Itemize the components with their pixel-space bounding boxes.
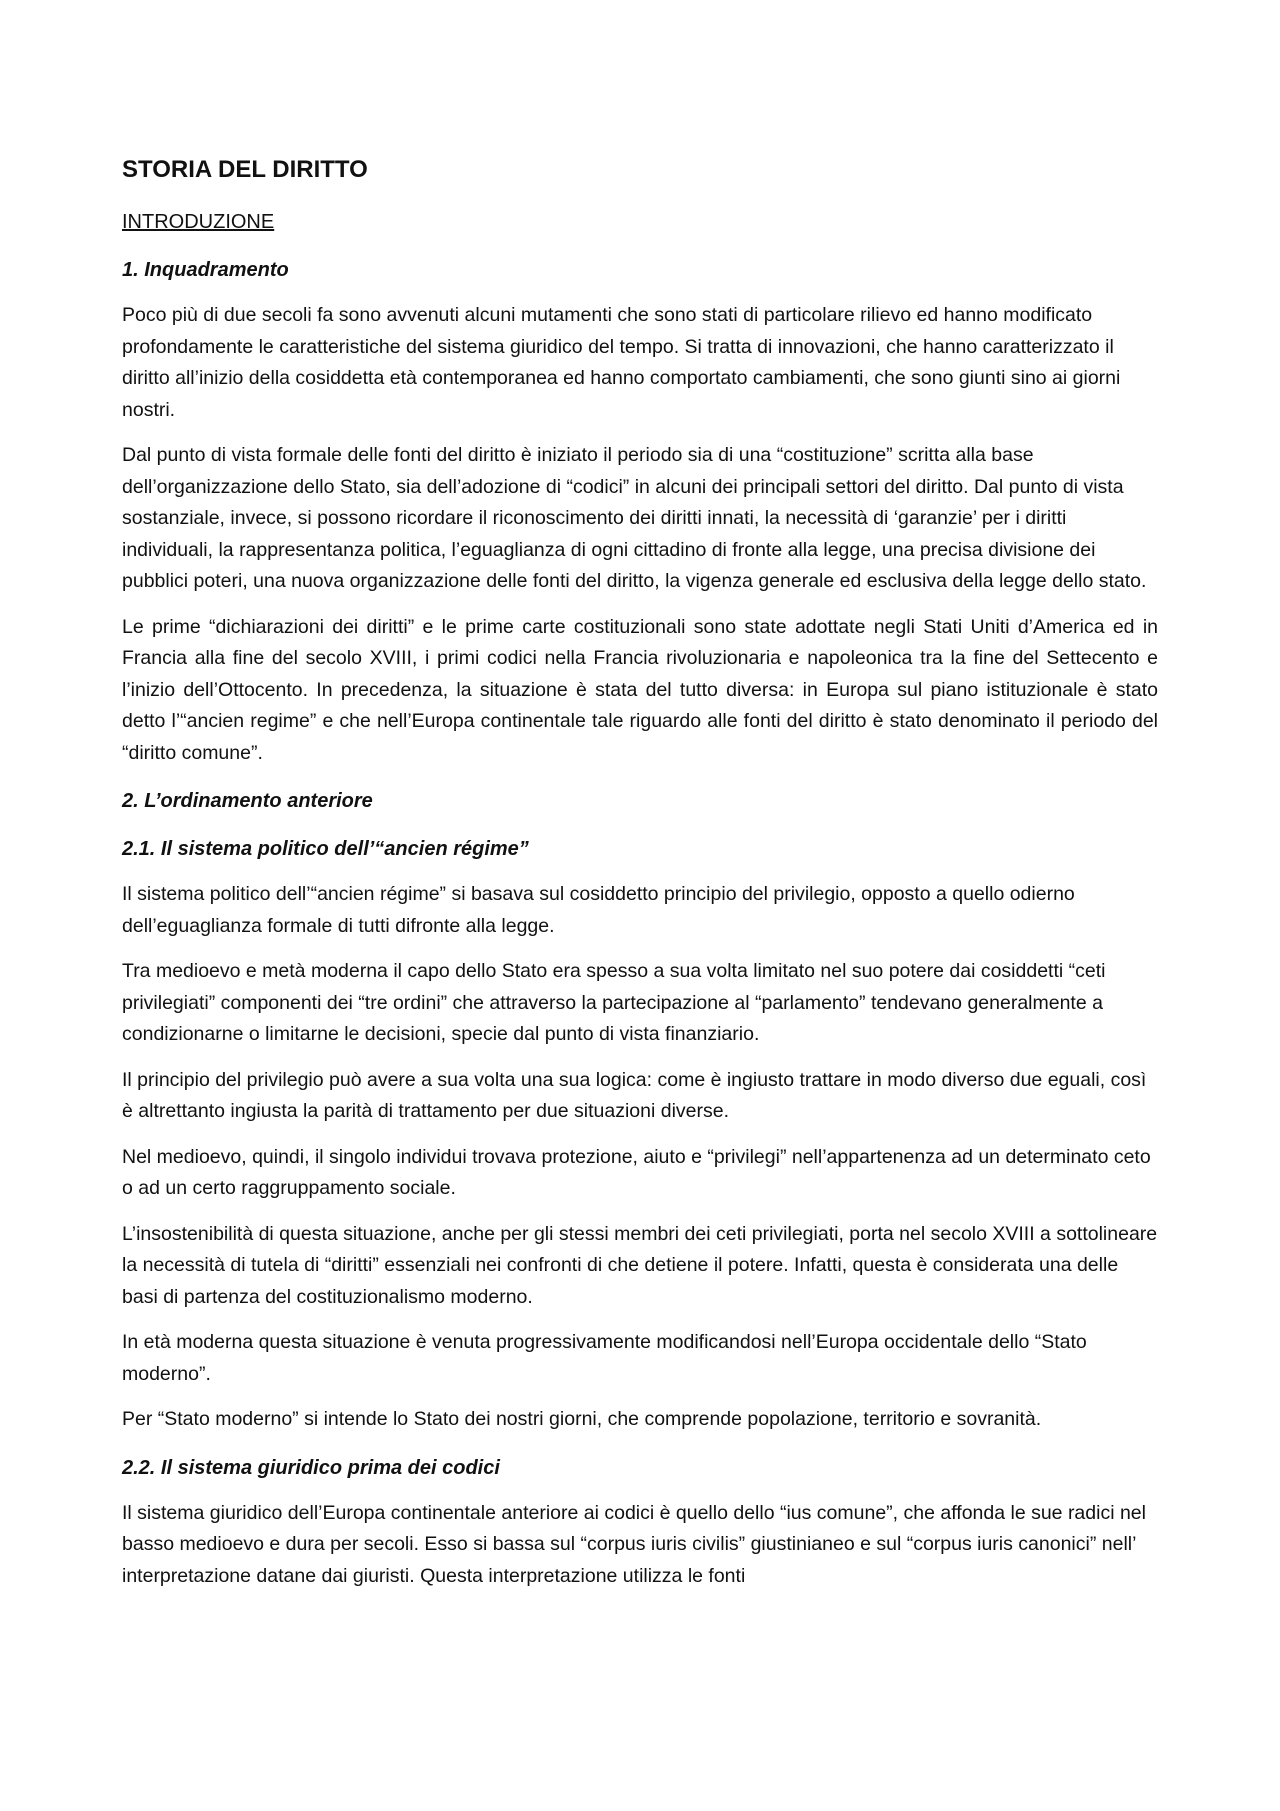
document-title: STORIA DEL DIRITTO (122, 156, 368, 183)
heading-inquadramento: 1. Inquadramento (122, 259, 289, 281)
paragraph: Nel medioevo, quindi, il singolo individui trovava protezione, aiuto e “privilegi” nell’appartenenza ad un determinato ceto o ad un certo raggruppamento sociale. (122, 1145, 1151, 1199)
heading-sistema-politico: 2.1. Il sistema politico dell’“ancien régime” (122, 838, 529, 860)
paragraph: Poco più di due secoli fa sono avvenuti alcuni mutamenti che sono stati di particolare rilievo ed hanno modificato profondamente le caratteristiche del sistema giuridico del tempo. Si tratta di innovazioni, che hanno caratterizzato il diritto all’inizio della cosiddetta età contemporanea ed hanno comportato cambiamenti, che sono giunti sino ai giorni nostri. (122, 304, 1121, 421)
paragraph: Il sistema politico dell’“ancien régime” si basava sul cosiddetto principio del privilegio, opposto a quello odierno dell’eguaglianza formale di tutti difronte alla legge. (122, 883, 1075, 937)
paragraph: L’insostenibilità di questa situazione, anche per gli stessi membri dei ceti privilegiati, porta nel secolo XVIII a sottolineare la necessità di tutela di “diritti” essenziali nei confronti di che detiene il potere. Infatti, questa è considerata una delle basi di partenza del costituzionalismo moderno. (122, 1222, 1158, 1308)
paragraph: Le prime “dichiarazioni dei diritti” e le prime carte costituzionali sono state adottate negli Stati Uniti d’America ed in Francia alla fine del secolo XVIII, i primi codici nella Francia rivoluzionaria e napoleonica tra la fine del Settecento e l’inizio dell’Ottocento. In precedenza, la situazione è stata del tutto diversa: in Europa sul piano istituzionale è stato detto l’“ancien regime” e che nell’Europa continentale tale riguardo alle fonti del diritto è stato denominato il periodo del “diritto comune”. (122, 615, 1158, 764)
paragraph: Per “Stato moderno” si intende lo Stato dei nostri giorni, che comprende popolazione, territorio e sovranità. (122, 1408, 1042, 1430)
paragraph: Dal punto di vista formale delle fonti del diritto è iniziato il periodo sia di una “costituzione” scritta alla base dell’organizzazione dello Stato, sia dell’adozione di “codici” in alcuni dei principali settori del diritto. Dal punto di vista sostanziale, invece, si possono ricordare il riconoscimento dei diritti innati, la necessità di ‘garanzie’ per i diritti individuali, la rappresentanza politica, l’eguaglianza di ogni cittadino di fronte alla legge, una precisa divisione dei pubblici poteri, una nuova organizzazione delle fonti del diritto, la vigenza generale ed esclusiva della legge dello stato. (122, 444, 1147, 592)
heading-ordinamento-anteriore: 2. L’ordinamento anteriore (122, 790, 373, 812)
heading-sistema-giuridico: 2.2. Il sistema giuridico prima dei codici (122, 1456, 500, 1479)
section-introduzione: INTRODUZIONE (122, 211, 275, 233)
paragraph: Il principio del privilegio può avere a sua volta una sua logica: come è ingiusto trattare in modo diverso due eguali, così è altrettanto ingiusta la parità di trattamento per due situazioni diverse. (122, 1068, 1147, 1122)
paragraph: Il sistema giuridico dell’Europa continentale anteriore ai codici è quello dello “ius comune”, che affonda le sue radici nel basso medioevo e dura per secoli. Esso si bassa sul “corpus iuris civilis” giustinianeo e sul “corpus iuris canonici” nell’ interpretazione datane dai giuristi. Questa interpretazione utilizza le fonti (122, 1501, 1146, 1587)
paragraph: In età moderna questa situazione è venuta progressivamente modificandosi nell’Europa occidentale dello “Stato moderno”. (122, 1331, 1087, 1385)
paragraph: Tra medioevo e metà moderna il capo dello Stato era spesso a sua volta limitato nel suo potere dai cosiddetti “ceti privilegiati” componenti dei “tre ordini” che attraverso la partecipazione al “parlamento” tendevano generalmente a condizionarne o limitarne le decisioni, specie dal punto di vista finanziario. (122, 960, 1106, 1045)
